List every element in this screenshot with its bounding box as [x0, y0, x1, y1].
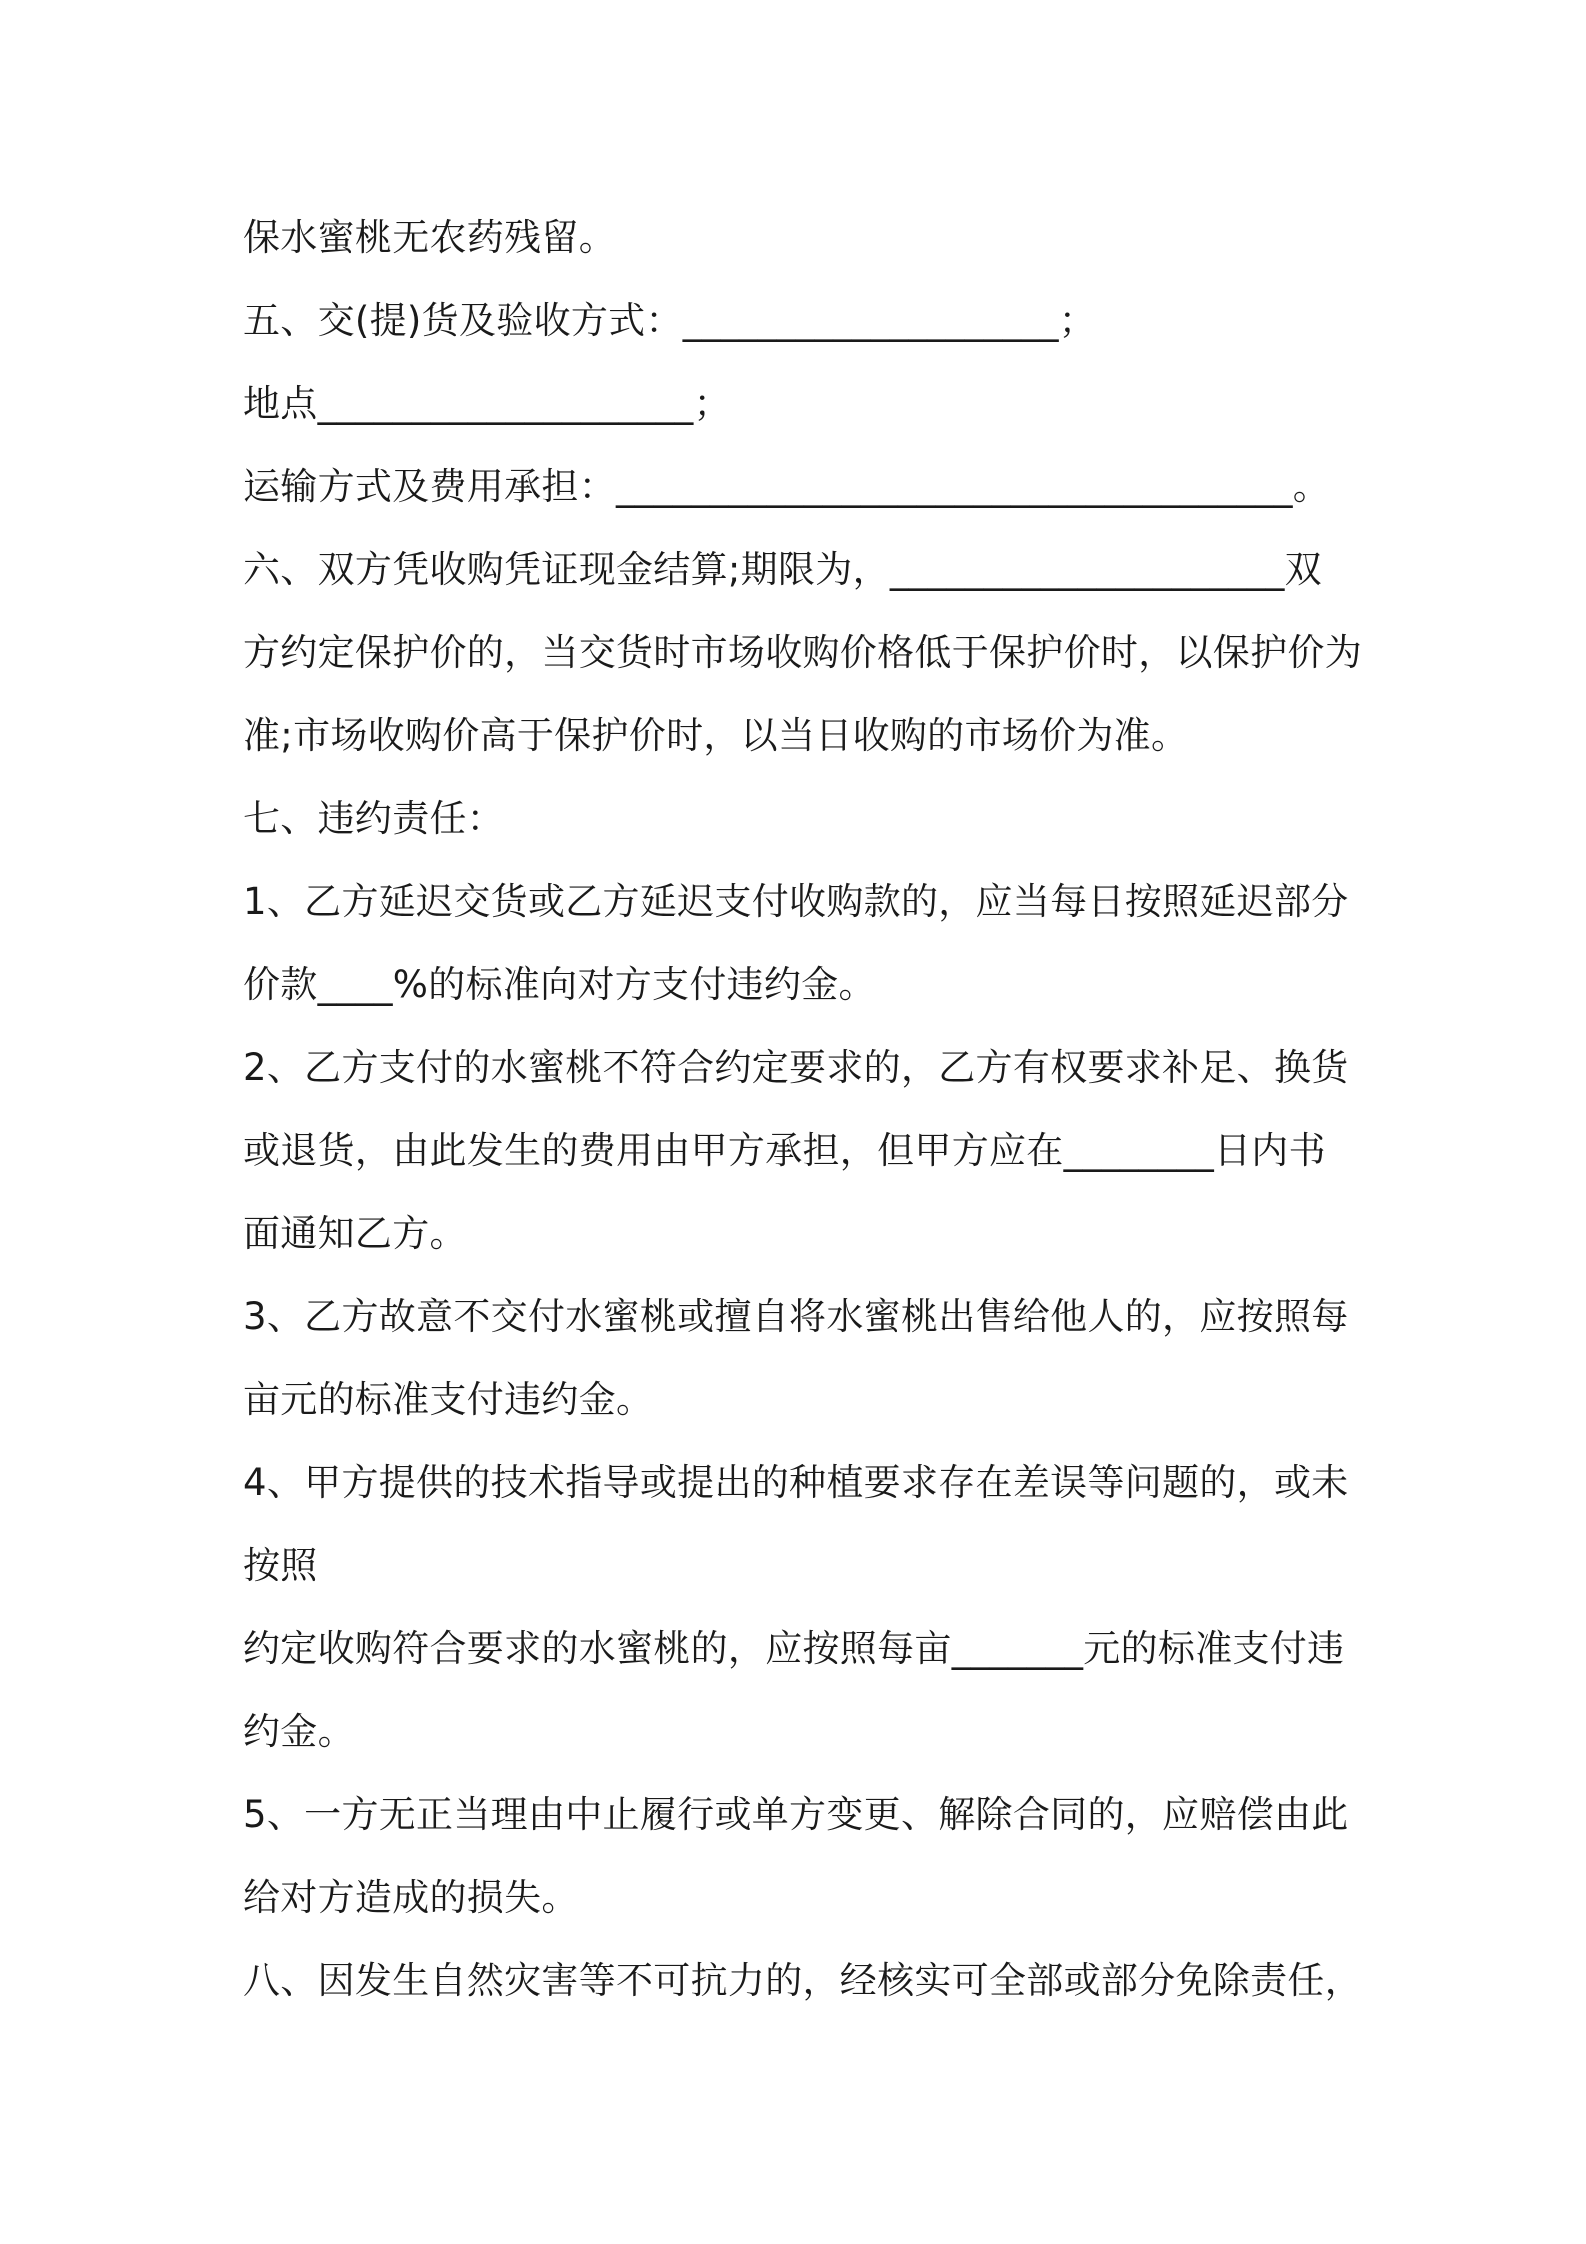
text-line: 价款____%的标准向对方支付违约金。	[243, 963, 876, 1006]
text-line: 保水蜜桃无农药残留。	[243, 216, 616, 259]
section-heading: 七、违约责任：	[243, 797, 505, 840]
text-line: 准;市场收购价高于保护价时，以当日收购的市场价为准。	[243, 714, 1189, 757]
text-line: 亩元的标准支付违约金。	[243, 1378, 654, 1421]
text-line: 按照	[243, 1544, 318, 1587]
text-line: 方约定保护价的，当交货时市场收购价格低于保护价时，以保护价为	[243, 631, 1362, 674]
text-line: 给对方造成的损失。	[243, 1876, 579, 1919]
text-line: 或退货，由此发生的费用由甲方承担，但甲方应在________日内书	[243, 1129, 1326, 1172]
text-line: 八、因发生自然灾害等不可抗力的，经核实可全部或部分免除责任，	[243, 1959, 1362, 2002]
text-line: 5、一方无正当理由中止履行或单方变更、解除合同的，应赔偿由此	[243, 1793, 1349, 1836]
text-line: 2、乙方支付的水蜜桃不符合约定要求的，乙方有权要求补足、换货	[243, 1046, 1349, 1089]
text-line: 五、交(提)货及验收方式：____________________；	[243, 299, 1097, 342]
text-line: 3、乙方故意不交付水蜜桃或擅自将水蜜桃出售给他人的，应按照每	[243, 1295, 1349, 1338]
text-line: 地点____________________；	[243, 382, 731, 425]
text-line: 4、甲方提供的技术指导或提出的种植要求存在差误等问题的，或未	[243, 1461, 1349, 1504]
text-line: 六、双方凭收购凭证现金结算;期限为，_____________________双	[243, 548, 1322, 591]
text-line: 1、乙方延迟交货或乙方延迟支付收购款的，应当每日按照延迟部分	[243, 880, 1349, 923]
text-line: 运输方式及费用承担：____________________________________。	[243, 465, 1331, 508]
text-line: 约定收购符合要求的水蜜桃的，应按照每亩_______元的标准支付违	[243, 1627, 1345, 1670]
text-line: 约金。	[243, 1710, 355, 1753]
text-line: 面通知乙方。	[243, 1212, 467, 1255]
document-body	[243, 196, 1363, 2022]
